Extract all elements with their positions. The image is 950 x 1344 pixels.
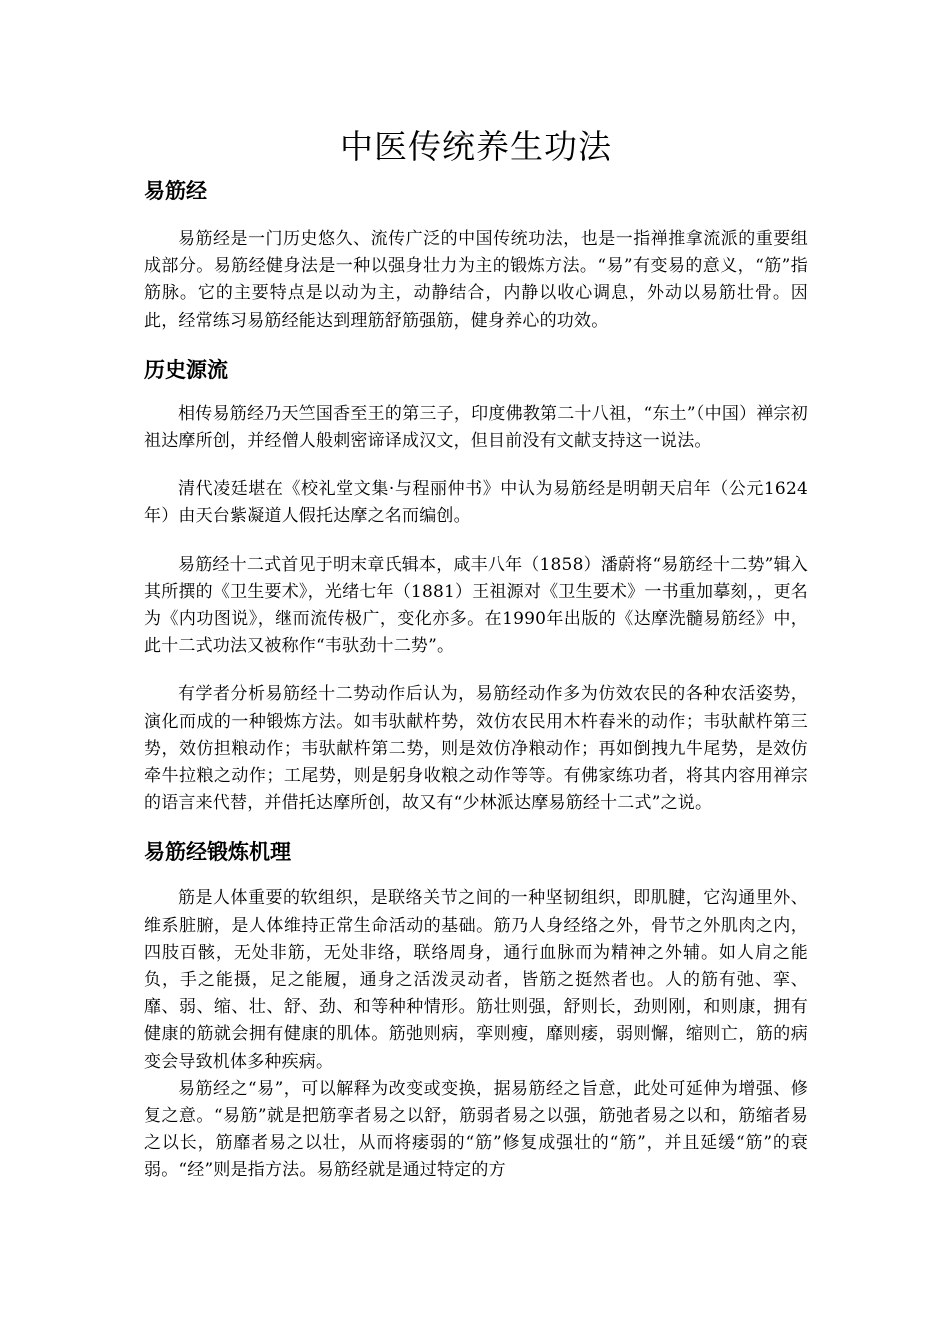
paragraph: 筋是人体重要的软组织，是联络关节之间的一种坚韧组织，即肌腱，它沟通里外、维系脏腑，是人体维持正常生命活动的基础。筋乃人身经络之外，骨节之外肌肉之内，四肢百骸，无处非筋，无处非络，联络周身，通行血脉而为精神之外辅。如人肩之能负，手之能摄，足之能履，通身之活泼灵动者，皆筋之挺然者也。人的筋有弛、挛、靡、弱、缩、壮、舒、劲、和等种种情形。筋壮则强，舒则长，劲则刚，和则康，拥有健康的筋就会拥有健康的肌体。筋弛则病，挛则瘦，靡则痿，弱则懈，缩则亡，筋的病变会导致机体多种疾病。 <box>144 888 808 1072</box>
document-title: 中医传统养生功法 <box>340 127 612 166</box>
paragraph: 易筋经之“易”，可以解释为改变或变换，据易筋经之旨意，此处可延伸为增强、修复之意。“易筋”就是把筋挛者易之以舒，筋弱者易之以强，筋弛者易之以和，筋缩者易之以长，筋靡者易之以壮，从而将痿弱的“筋”修复成强壮的“筋”，并且延缓“筋”的衰弱。“经”则是指方法。易筋经就是通过特定的方 <box>144 1078 808 1181</box>
section-heading-mechanism: 易筋经锻炼机理 <box>144 840 291 865</box>
section-heading-yijinjing: 易筋经 <box>144 179 207 203</box>
section-heading-history: 历史源流 <box>144 357 228 382</box>
document-page <box>144 124 808 1185</box>
paragraph: 易筋经是一门历史悠久、流传广泛的中国传统功法，也是一指禅推拿流派的重要组成部分。易筋经健身法是一种以强身壮力为主的锻炼方法。“易”有变易的意义，“筋”指筋脉。它的主要特点是以动为主，动静结合，内静以收心调息，外动以易筋壮骨。因此，经常练习易筋经能达到理筋舒筋强筋，健身养心的功效。 <box>144 229 808 331</box>
paragraph: 清代凌廷堪在《校礼堂文集·与程丽仲书》中认为易筋经是明朝天启年（公元1624年）由天台紫凝道人假托达摩之名而编创。 <box>144 479 808 527</box>
paragraph: 易筋经十二式首见于明末章氏辑本，咸丰八年（1858）潘蔚将“易筋经十二势”辑入其所撰的《卫生要术》，光绪七年（1881）王祖源对《卫生要术》一书重加摹刻，，更名为《内功图说》，继而流传极广，变化亦多。在1990年出版的《达摩洗髓易筋经》中，此十二式功法又被称作“韦驮劲十二势”。 <box>144 554 808 657</box>
paragraph: 相传易筋经乃天竺国香至王的第三子，印度佛教第二十八祖，“东土”（中国）禅宗初祖达摩所创，并经僧人般刺密谛译成汉文，但目前没有文献支持这一说法。 <box>144 403 808 452</box>
paragraph: 有学者分析易筋经十二势动作后认为，易筋经动作多为仿效农民的各种农活姿势，演化而成的一种锻炼方法。如韦驮献杵势，效仿农民用木杵舂米的动作；韦驮献杵第三势，效仿担粮动作；韦驮献杵第二势，则是效仿净粮动作；再如倒拽九牛尾势，是效仿牵牛拉粮之动作；工尾势，则是躬身收粮之动作等等。有佛家练功者，将其内容用禅宗的语言来代替，并借托达摩所创，故又有“少林派达摩易筋经十二式”之说。 <box>144 684 808 814</box>
